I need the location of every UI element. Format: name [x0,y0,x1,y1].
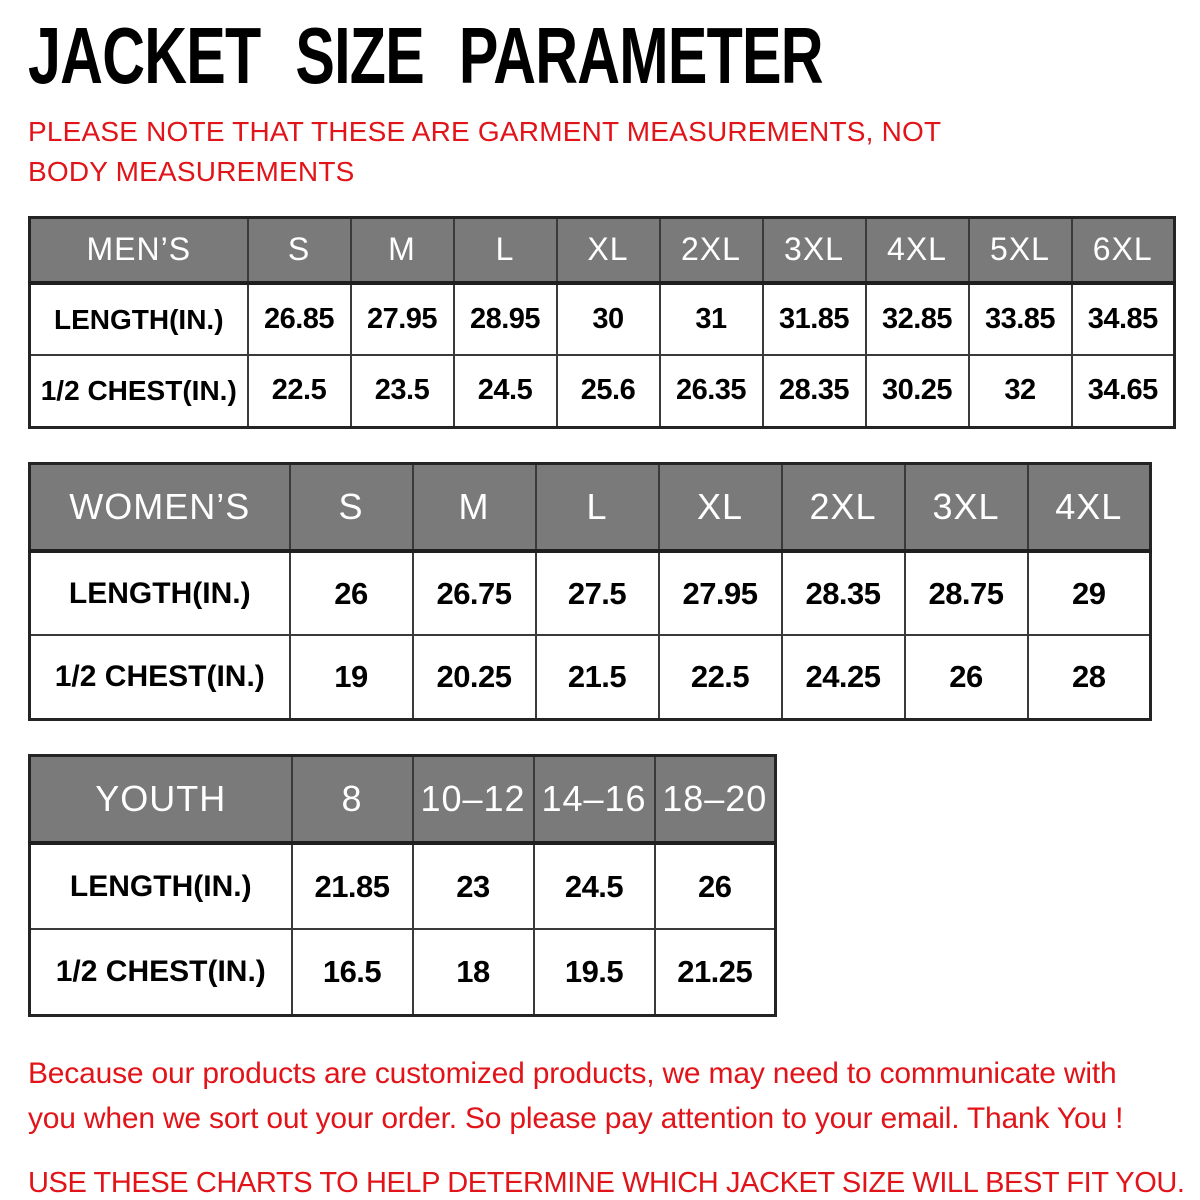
youth-chest-value: 18 [413,929,534,1015]
youth-size-header: 8 [292,755,413,843]
mens-length-value: 26.85 [248,283,351,355]
womens-size-header: 4XL [1028,463,1151,551]
mens-chest-value: 34.65 [1072,355,1175,427]
womens-chest-value: 20.25 [413,635,536,719]
womens-length-value: 26.75 [413,551,536,635]
womens-chest-value: 21.5 [536,635,659,719]
mens-length-value: 34.85 [1072,283,1175,355]
womens-chest-value: 24.25 [782,635,905,719]
youth-size-header: 14–16 [534,755,655,843]
mens-chest-value: 26.35 [660,355,763,427]
youth-chest-value: 21.25 [655,929,776,1015]
womens-length-value: 27.5 [536,551,659,635]
mens-table-title: MEN’S [30,217,248,283]
youth-length-value: 21.85 [292,843,413,929]
mens-chest-value: 30.25 [866,355,969,427]
womens-length-value: 26 [290,551,413,635]
mens-size-header: 3XL [763,217,866,283]
womens-size-header: 2XL [782,463,905,551]
mens-size-header: 5XL [969,217,1072,283]
mens-chest-value: 22.5 [248,355,351,427]
mens-header-row [30,217,1175,283]
womens-size-header: L [536,463,659,551]
mens-size-header: 4XL [866,217,969,283]
womens-length-value: 28.35 [782,551,905,635]
mens-length-value: 31 [660,283,763,355]
fit-advice-line: USE THESE CHARTS TO HELP DETERMINE WHICH JACKET SIZE WILL BEST FIT YOU. [28,1166,1185,1199]
mens-size-header: 2XL [660,217,763,283]
womens-size-header: M [413,463,536,551]
womens-header-row [30,463,1151,551]
womens-length-row [30,551,1151,635]
mens-chest-value: 32 [969,355,1072,427]
youth-chest-value: 16.5 [292,929,413,1015]
womens-chest-value: 28 [1028,635,1151,719]
mens-length-row [30,283,1175,355]
youth-size-table [28,754,777,1017]
youth-size-header: 10–12 [413,755,534,843]
youth-chest-value: 19.5 [534,929,655,1015]
womens-length-value: 29 [1028,551,1151,635]
garment-measurement-note: PLEASE NOTE THAT THESE ARE GARMENT MEASUREMENTS, NOT BODY MEASUREMENTS [28,116,941,187]
page-title-text: JACKET SIZE PARAMETER [28,11,823,100]
mens-chest-value: 23.5 [351,355,454,427]
womens-length-label: LENGTH(IN.) [30,551,290,635]
mens-length-value: 32.85 [866,283,969,355]
womens-size-table [28,462,1152,721]
mens-chest-value: 28.35 [763,355,866,427]
womens-chest-value: 26 [905,635,1028,719]
mens-length-value: 31.85 [763,283,866,355]
womens-length-value: 28.75 [905,551,1028,635]
youth-size-header: 18–20 [655,755,776,843]
womens-size-header: XL [659,463,782,551]
youth-chest-row [30,929,776,1015]
womens-chest-label: 1/2 CHEST(IN.) [30,635,290,719]
mens-chest-value: 24.5 [454,355,557,427]
youth-chest-label: 1/2 CHEST(IN.) [30,929,292,1015]
womens-chest-row [30,635,1151,719]
youth-length-value: 26 [655,843,776,929]
womens-length-value: 27.95 [659,551,782,635]
mens-chest-value: 25.6 [557,355,660,427]
mens-size-header: S [248,217,351,283]
womens-chest-value: 22.5 [659,635,782,719]
mens-length-value: 28.95 [454,283,557,355]
youth-header-row [30,755,776,843]
youth-length-row [30,843,776,929]
mens-size-header: 6XL [1072,217,1175,283]
mens-size-header: L [454,217,557,283]
youth-length-value: 23 [413,843,534,929]
mens-length-value: 27.95 [351,283,454,355]
womens-size-header: 3XL [905,463,1028,551]
mens-chest-label: 1/2 CHEST(IN.) [30,355,248,427]
customization-notice: Because our products are customized products, we may need to communicate with you when we sort out your order. So please pay attention to your email. Thank You ! [28,1056,1124,1135]
youth-length-label: LENGTH(IN.) [30,843,292,929]
mens-size-header: M [351,217,454,283]
page-title [28,11,1172,100]
womens-table-title: WOMEN’S [30,463,290,551]
womens-size-header: S [290,463,413,551]
youth-length-value: 24.5 [534,843,655,929]
womens-chest-value: 19 [290,635,413,719]
mens-length-value: 33.85 [969,283,1072,355]
mens-length-value: 30 [557,283,660,355]
mens-size-table [28,216,1176,429]
mens-chest-row [30,355,1175,427]
mens-length-label: LENGTH(IN.) [30,283,248,355]
mens-size-header: XL [557,217,660,283]
youth-table-title: YOUTH [30,755,292,843]
